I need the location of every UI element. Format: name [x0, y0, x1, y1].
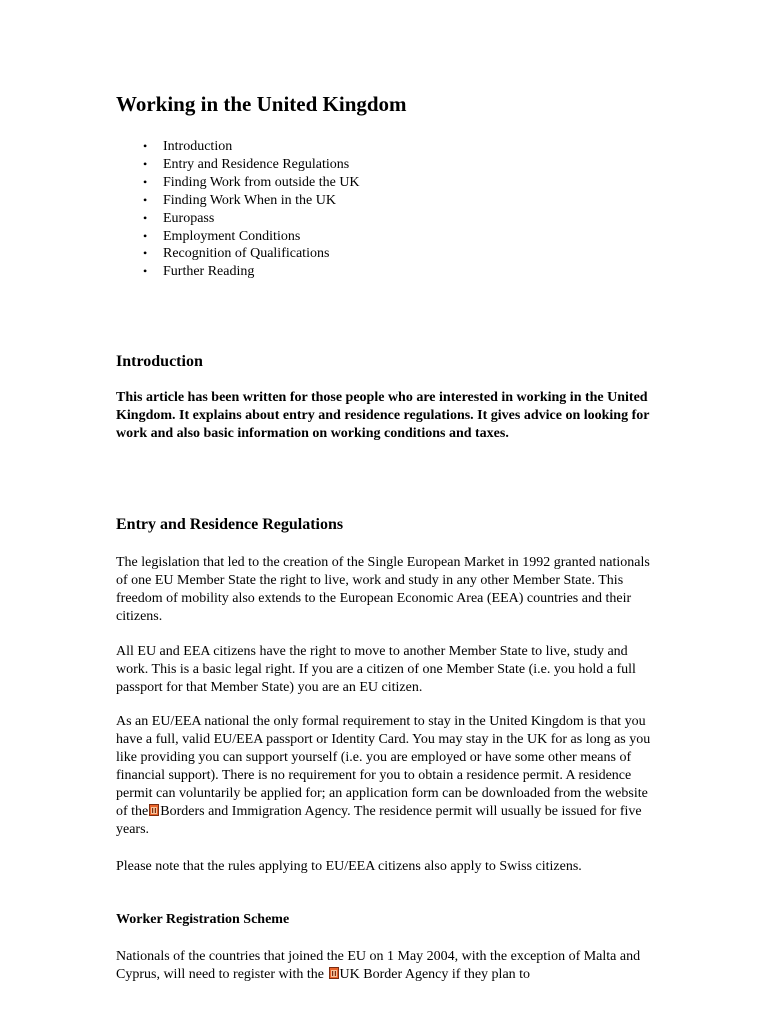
- toc-link-introduction[interactable]: Introduction: [163, 139, 233, 154]
- borders-immigration-agency-link[interactable]: Borders and Immigration Agency: [160, 804, 348, 819]
- bullet-icon: •: [143, 228, 148, 243]
- page-title: Working in the United Kingdom: [116, 92, 407, 116]
- bullet-icon: •: [143, 264, 148, 279]
- entry-paragraph-3: [116, 713, 656, 839]
- entry-paragraph-1: The legislation that led to the creation of the Single European Market in 1992 granted nationals of one EU Member State the right to live, work and study in any other Member State. This freedom of mobility also extends to the European Economic Area (EEA) countries and their citizens.: [116, 555, 650, 624]
- entry-paragraph-2: All EU and EEA citizens have the right to move to another Member State to live, study and work. This is a basic legal right. If you are a citizen of one Member State (i.e. you hold a full passport for that Member State) you are an EU citizen.: [116, 644, 636, 695]
- toc-item: [116, 192, 360, 210]
- section-heading-entry-residence: Entry and Residence Regulations: [116, 516, 344, 533]
- external-link-icon: [149, 804, 159, 816]
- wrs-paragraph-1: [116, 948, 656, 984]
- entry-paragraph-3-text: As an EU/EEA national the only formal requirement to stay in the United Kingdom is that you have a full, valid EU/EEA passport or Identity Card. You may stay in the UK for as long as you like providing you can support yourself (i.e. you are employed or have some other means of financial support). There is no requirement for you to obtain a residence permit. A residence permit can voluntarily be applied for; an application form can be downloaded from the website of the: [116, 714, 651, 819]
- bullet-icon: •: [143, 156, 148, 171]
- bullet-icon: •: [143, 210, 148, 225]
- table-of-contents: [116, 138, 360, 281]
- subsection-heading-worker-registration: Worker Registration Scheme: [116, 912, 290, 927]
- wrs-paragraph-1-text: Nationals of the countries that joined the EU on 1 May 2004, with the exception of Malta and Cyprus, will need to register with the: [116, 949, 641, 982]
- uk-border-agency-link[interactable]: UK Border Agency: [339, 967, 449, 982]
- toc-item: [116, 138, 360, 156]
- external-link-icon: [329, 967, 339, 979]
- toc-item: [116, 156, 360, 174]
- toc-item: [116, 210, 360, 228]
- toc-link-recognition-qualifications[interactable]: Recognition of Qualifications: [163, 246, 330, 262]
- introduction-paragraph: This article has been written for those people who are interested in working in the United Kingdom. It explains about entry and residence regulations. It gives advice on looking for work and also basic information on working conditions and taxes.: [116, 390, 650, 441]
- wrs-paragraph-1-text-end: if they plan to: [448, 967, 531, 982]
- toc-link-further-reading[interactable]: Further Reading: [163, 264, 255, 280]
- entry-paragraph-3-text-end: . The residence permit will usually be issued for five years.: [116, 804, 642, 837]
- toc-item: [116, 174, 360, 192]
- toc-item: [116, 245, 360, 263]
- bullet-icon: •: [143, 246, 148, 261]
- toc-link-entry-residence[interactable]: Entry and Residence Regulations: [163, 156, 350, 172]
- entry-paragraph-4: Please note that the rules applying to EU/EEA citizens also apply to Swiss citizens.: [116, 859, 582, 874]
- toc-link-finding-work-in-uk[interactable]: Finding Work When in the UK: [163, 192, 336, 208]
- bullet-icon: •: [143, 139, 148, 153]
- toc-item: [116, 263, 360, 281]
- bullet-icon: •: [143, 192, 148, 207]
- toc-link-employment-conditions[interactable]: Employment Conditions: [163, 228, 301, 244]
- toc-link-europass[interactable]: Europass: [163, 210, 215, 226]
- toc-item: [116, 228, 360, 246]
- bullet-icon: •: [143, 174, 148, 189]
- toc-link-finding-work-outside[interactable]: Finding Work from outside the UK: [163, 174, 360, 190]
- section-heading-introduction: Introduction: [116, 353, 203, 370]
